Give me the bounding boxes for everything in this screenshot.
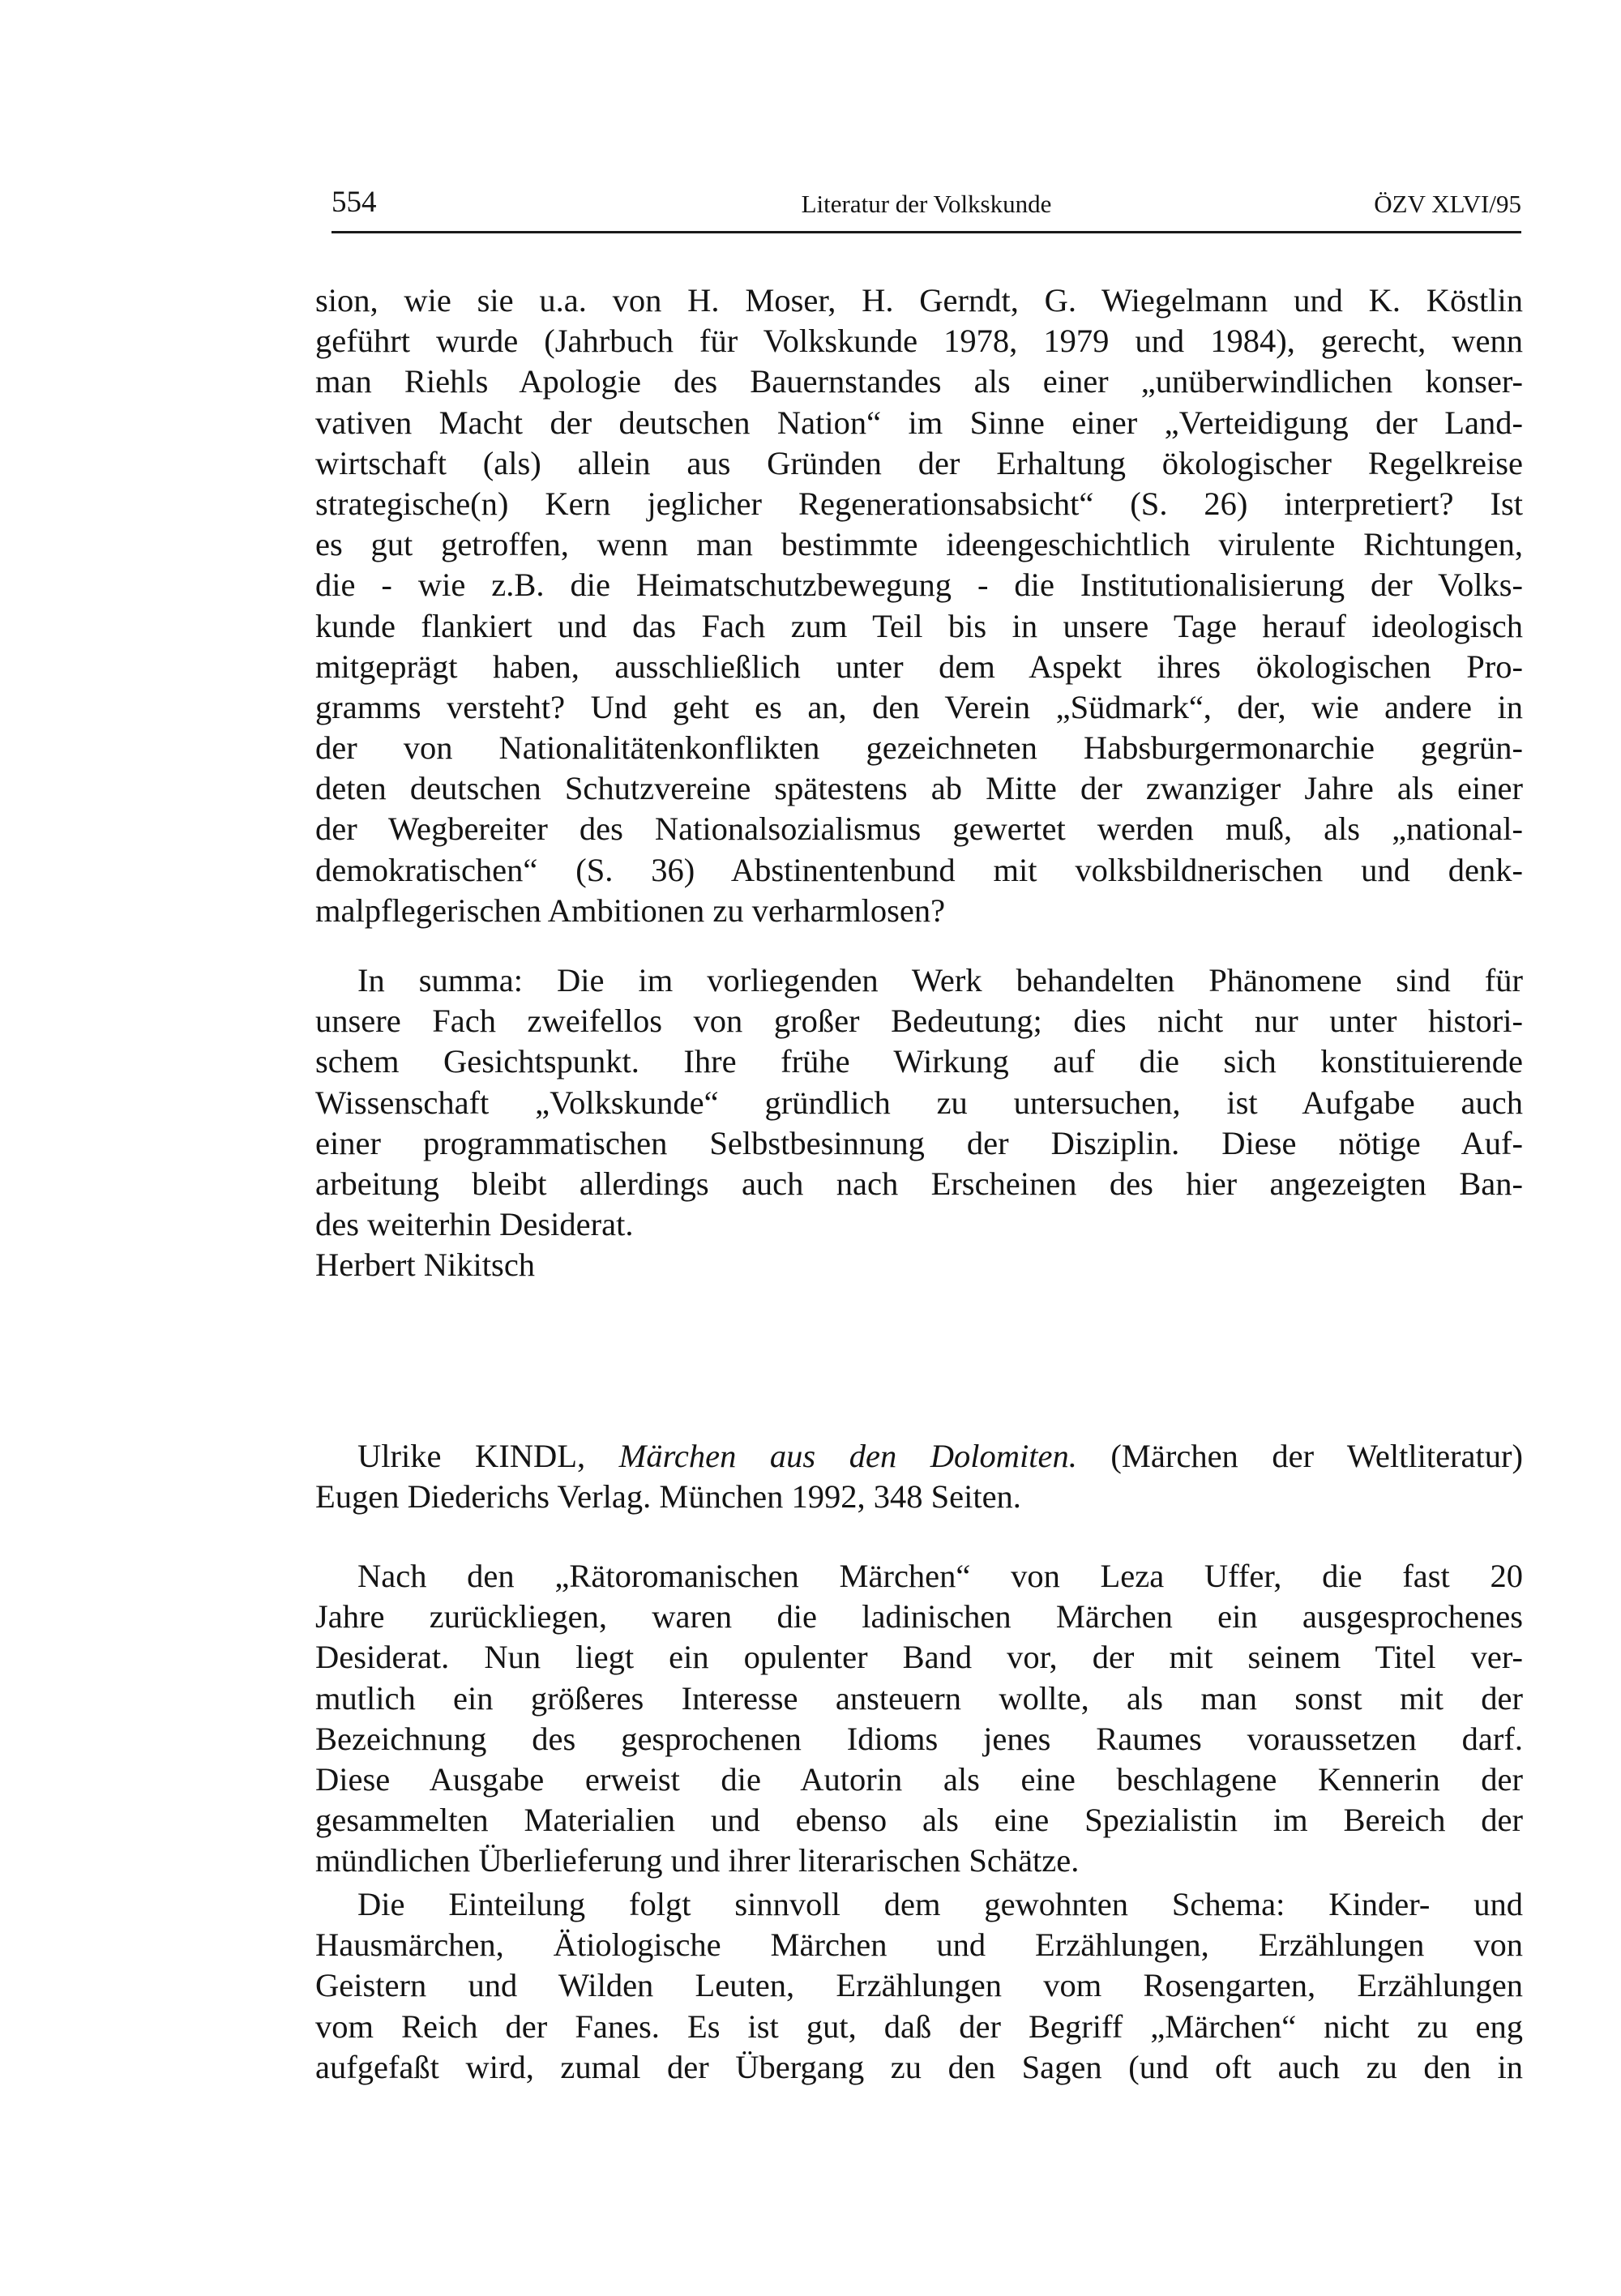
text-line: vom Reich der Fanes. Es ist gut, daß der Begriff „Märchen“ nicht zu eng (315, 2007, 1523, 2045)
text-line: vativen Macht der deutschen Nation“ im Sinne einer „Verteidigung der Land- (315, 404, 1523, 441)
review1-continuation (315, 280, 1523, 931)
text-line: Hausmärchen, Ätiologische Märchen und Erzählungen, Erzählungen von (315, 1926, 1523, 1964)
text-line: aufgefaßt wird, zumal der Übergang zu den Sagen (und oft auch zu den in (315, 2048, 1523, 2085)
text-line: strategische(n) Kern jeglicher Regenerationsabsicht“ (S. 26) interpretiert? Ist (315, 485, 1523, 522)
text-line: kunde flankiert und das Fach zum Teil bis in unsere Tage herauf ideologisch (315, 607, 1523, 644)
text-line: deten deutschen Schutzvereine spätestens ab Mitte der zwanziger Jahre als einer (315, 770, 1523, 807)
text-line: wirtschaft (als) allein aus Gründen der Erhaltung ökologischer Regelkreise (315, 444, 1523, 481)
page-number: 554 (331, 186, 377, 219)
text-line: der von Nationalitätenkonflikten gezeichneten Habsburgermonarchie gegrün- (315, 729, 1523, 767)
text-line: Desiderat. Nun liegt ein opulenter Band vor, der mit seinem Titel ver- (315, 1639, 1523, 1676)
text-line: sion, wie sie u.a. von H. Moser, H. Gerndt, G. Wiegelmann und K. Köstlin (315, 282, 1523, 319)
text-line: man Riehls Apologie des Bauernstandes als einer „unüberwindlichen konser- (315, 363, 1523, 400)
journal-volume: ÖZV XLVI/95 (1374, 190, 1521, 218)
text-line: Jahre zurückliegen, waren die ladinischen Märchen ein ausgesprochenes (315, 1598, 1523, 1635)
section-title: Literatur der Volkskunde (801, 190, 1052, 218)
text-line: arbeitung bleibt allerdings auch nach Erscheinen des hier angezeigten Ban- (315, 1165, 1523, 1202)
text-line: es gut getroffen, wenn man bestimmte ideengeschichtlich virulente Richtungen, (315, 526, 1523, 563)
text-line: Nach den „Rätoromanischen Märchen“ von Leza Uffer, die fast 20 (357, 1558, 1523, 1594)
text-line: schem Gesichtspunkt. Ihre frühe Wirkung auf die sich konstituierende (315, 1043, 1523, 1080)
text-line: die - wie z.B. die Heimatschutzbewegung - die Institutionalisierung der Volks- (315, 567, 1523, 604)
text-line: Geistern und Wilden Leuten, Erzählungen vom Rosengarten, Erzählungen (315, 1967, 1523, 2004)
running-head (331, 185, 1521, 225)
author-last-name: KINDL (475, 1438, 577, 1474)
text-line: malpflegerischen Ambitionen zu verharmlosen? (315, 891, 946, 929)
text-line: geführt wurde (Jahrbuch für Volkskunde 1978, 1979 und 1984), gerecht, wenn (315, 323, 1523, 360)
text-line: mündlichen Überlieferung und ihrer literarischen Schätze. (315, 1842, 1080, 1879)
text-line: der Wegbereiter des Nationalsozialismus gewertet werden muß, als „national- (315, 810, 1523, 848)
review1-conclusion (315, 960, 1523, 1286)
text-line: unsere Fach zweifellos von großer Bedeutung; dies nicht nur unter histori- (315, 1003, 1523, 1040)
text-line: mutlich ein größeres Interesse ansteuern wollte, als man sonst mit der (315, 1679, 1523, 1717)
book-title: Märchen aus den Dolomiten. (618, 1438, 1077, 1474)
header-rule (331, 231, 1521, 233)
citation-line (315, 1436, 1523, 1477)
review2-citation (315, 1436, 1523, 1517)
text-line: demokratischen“ (S. 36) Abstinentenbund mit volksbildnerischen und denk- (315, 851, 1523, 888)
text-line: Wissenschaft „Volkskunde“ gründlich zu untersuchen, ist Aufgabe auch (315, 1084, 1523, 1121)
text-line: Die Einteilung folgt sinnvoll dem gewohnten Schema: Kinder- und (357, 1886, 1523, 1922)
text-line: einer programmatischen Selbstbesinnung der Disziplin. Diese nötige Auf- (315, 1124, 1523, 1161)
text-line: Diese Ausgabe erweist die Autorin als eine beschlagene Kennerin der (315, 1760, 1523, 1798)
book-series: (Märchen der Weltliteratur) (1076, 1438, 1523, 1474)
text-line: des weiterhin Desiderat. (315, 1206, 634, 1243)
text-line: gesammelten Materialien und ebenso als eine Spezialistin im Bereich der (315, 1802, 1523, 1839)
author-first-name: Ulrike (357, 1438, 476, 1474)
review2-paragraph-1 (315, 1556, 1523, 1882)
text-line: In summa: Die im vorliegenden Werk behandelten Phänomene sind für (357, 962, 1523, 998)
text-line: mitgeprägt haben, ausschließlich unter dem Aspekt ihres ökologischen Pro- (315, 648, 1523, 685)
publisher-line: Eugen Diederichs Verlag. München 1992, 348 Seiten. (315, 1478, 1021, 1516)
reviewer-signature: Herbert Nikitsch (315, 1246, 536, 1284)
review2-paragraph-2 (315, 1884, 1523, 2088)
text-line: Bezeichnung des gesprochenen Idioms jenes Raumes voraussetzen darf. (315, 1720, 1523, 1757)
citation-separator: , (577, 1438, 619, 1474)
text-line: gramms versteht? Und geht es an, den Verein „Südmark“, der, wie andere in (315, 688, 1523, 725)
